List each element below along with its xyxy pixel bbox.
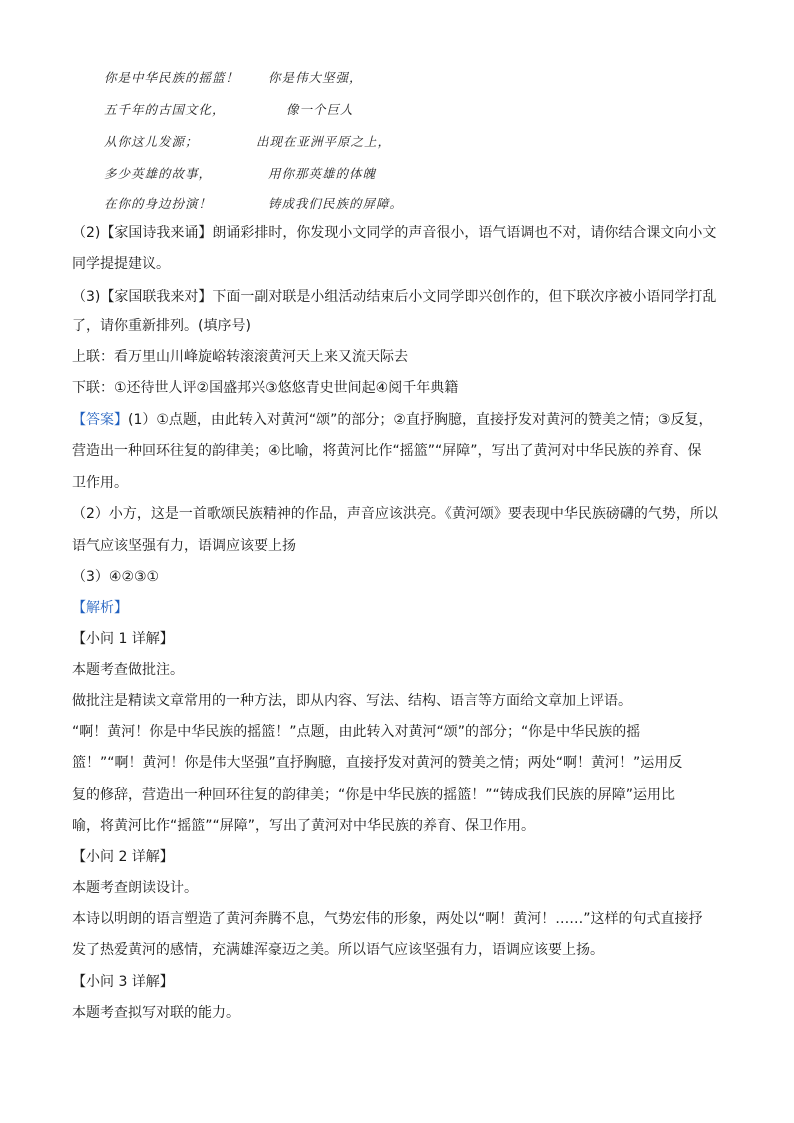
sub-question-1-p3-line-3: 复的修辞，营造出一种回环往复的韵律美；“你是中华民族的摇篮！”“铸成我们民族的屏障”运用比: [72, 787, 676, 803]
answer-2-line-2: 语气应该坚强有力，语调应该要上扬: [72, 538, 296, 554]
sub-question-1-p3-line-2: 篮！”“啊！黄河！你是伟大坚强”直抒胸臆，直接抒发对黄河的赞美之情；两处“啊！黄河！”运用反: [72, 755, 683, 771]
answer-1-text: (1）①点题，由此转入对黄河“颂”的部分；②直抒胸臆，直接抒发对黄河的赞美之情；③反复，: [128, 412, 713, 428]
poem-left-line-2: 五千年的古国文化，: [104, 102, 226, 117]
answer-2-line-1: （2）小方，这是一首歌颂民族精神的作品，声音应该洪亮。《黄河颂》要表现中华民族磅礴的气势，所以: [72, 506, 718, 522]
couplet-upper: 上联：看万里山川峰旋峪转滚滚黄河天上来又流天际去: [72, 349, 408, 365]
question-2-line-2: 同学提提建议。: [72, 256, 170, 272]
sub-question-2-p2-line-2: 发了热爱黄河的感情，充满雄浑豪迈之美。所以语气应该坚强有力，语调应该要上扬。: [72, 942, 604, 958]
poem-right-line-5: 铸成我们民族的屏障。: [268, 196, 404, 211]
sub-question-2-p2-line-1: 本诗以明朗的语言塑造了黄河奔腾不息，气势宏伟的形象，两处以“啊！黄河！……”这样的句式直接抒: [72, 911, 703, 927]
poem-left-line-4: 多少英雄的故事，: [104, 166, 213, 181]
poem-left-line-1: 你是中华民族的摇篮！: [104, 70, 240, 85]
question-3-line-2: 了，请你重新排列。(填序号): [72, 318, 251, 334]
sub-question-1-p3-line-4: 喻，将黄河比作“摇篮”“屏障”，写出了黄河对中华民族的养育、保卫作用。: [72, 818, 536, 834]
analysis-marker: 【解析】: [72, 600, 128, 616]
poem-right-line-3: 出现在亚洲平原之上，: [256, 134, 392, 149]
poem-right-line-2: 像一个巨人: [286, 102, 354, 117]
poem-right-line-1: 你是伟大坚强，: [268, 70, 363, 85]
answer-3: （3）④②③①: [72, 569, 160, 585]
sub-question-2-p1: 本题考查朗读设计。: [72, 880, 198, 896]
sub-question-3-title: 【小问 3 详解】: [72, 974, 174, 990]
answer-marker: 【答案】: [72, 412, 128, 428]
poem-left-line-5: 在你的身边扮演！: [104, 196, 213, 211]
answer-1-line-2: 营造出一种回环往复的韵律美；④比喻，将黄河比作“摇篮”“屏障”，写出了黄河对中华民族的养育、保: [72, 443, 702, 459]
sub-question-2-title: 【小问 2 详解】: [72, 849, 174, 865]
answer-1-line-1: [72, 410, 713, 430]
sub-question-1-p1: 本题考查做批注。: [72, 662, 184, 678]
sub-question-1-p2: 做批注是精读文章常用的一种方法，即从内容、写法、结构、语言等方面给文章加上评语。: [72, 693, 632, 709]
couplet-lower: 下联：①还待世人评②国盛邦兴③悠悠青史世间起④阅千年典籍: [72, 380, 459, 396]
poem-right-line-4: 用你那英雄的体魄: [268, 166, 377, 181]
question-2-line-1: （2)【家国诗我来诵】朗诵彩排时，你发现小文同学的声音很小，语气语调也不对，请你结合课文向小文: [72, 225, 717, 241]
question-3-line-1: （3)【家国联我来对】下面一副对联是小组活动结束后小文同学即兴创作的，但下联次序被小语同学打乱: [72, 289, 717, 305]
sub-question-3-p1: 本题考查拟写对联的能力。: [72, 1005, 240, 1021]
sub-question-1-title: 【小问 1 详解】: [72, 631, 174, 647]
answer-1-line-3: 卫作用。: [72, 475, 128, 491]
poem-left-line-3: 从你这儿发源；: [104, 134, 199, 149]
sub-question-1-p3-line-1: “啊！黄河！你是中华民族的摇篮！”点题，由此转入对黄河“颂”的部分；“你是中华民族的摇: [72, 724, 641, 740]
